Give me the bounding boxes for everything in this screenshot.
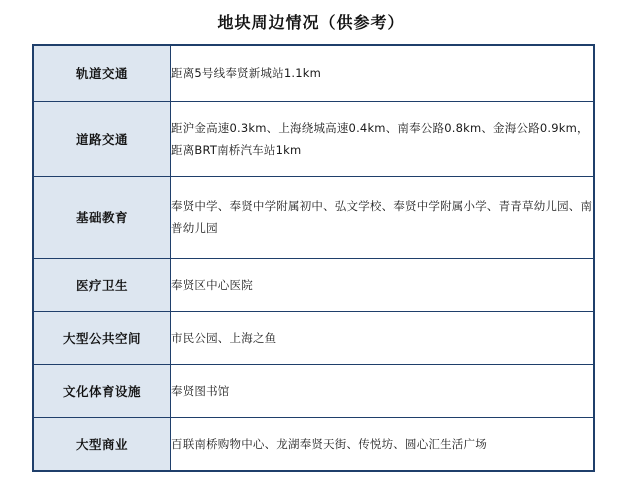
row-label: 基础教育 bbox=[33, 176, 171, 258]
row-value: 距离5号线奉贤新城站1.1km bbox=[171, 45, 595, 101]
row-label: 轨道交通 bbox=[33, 45, 171, 101]
row-value: 奉贤区中心医院 bbox=[171, 258, 595, 311]
table-row bbox=[33, 45, 594, 101]
table-row bbox=[33, 417, 594, 471]
row-value: 百联南桥购物中心、龙湖奉贤天街、传悦坊、圆心汇生活广场 bbox=[171, 417, 595, 471]
page-title: 地块周边情况（供参考） bbox=[217, 13, 405, 32]
table-row bbox=[33, 101, 594, 176]
table-row bbox=[33, 364, 594, 417]
row-value: 奉贤中学、奉贤中学附属初中、弘文学校、奉贤中学附属小学、青青草幼儿园、南普幼儿园 bbox=[171, 176, 595, 258]
table-row bbox=[33, 258, 594, 311]
row-value: 奉贤图书馆 bbox=[171, 364, 595, 417]
row-label: 道路交通 bbox=[33, 101, 171, 176]
surroundings-table bbox=[32, 44, 595, 472]
row-label: 文化体育设施 bbox=[33, 364, 171, 417]
row-label: 大型公共空间 bbox=[33, 311, 171, 364]
table-row bbox=[33, 311, 594, 364]
row-value: 市民公园、上海之鱼 bbox=[171, 311, 595, 364]
table-row bbox=[33, 176, 594, 258]
row-label: 大型商业 bbox=[33, 417, 171, 471]
row-value: 距沪金高速0.3km、上海绕城高速0.4km、南奉公路0.8km、金海公路0.9km，距离BRT南桥汽车站1km bbox=[171, 101, 595, 176]
row-label: 医疗卫生 bbox=[33, 258, 171, 311]
